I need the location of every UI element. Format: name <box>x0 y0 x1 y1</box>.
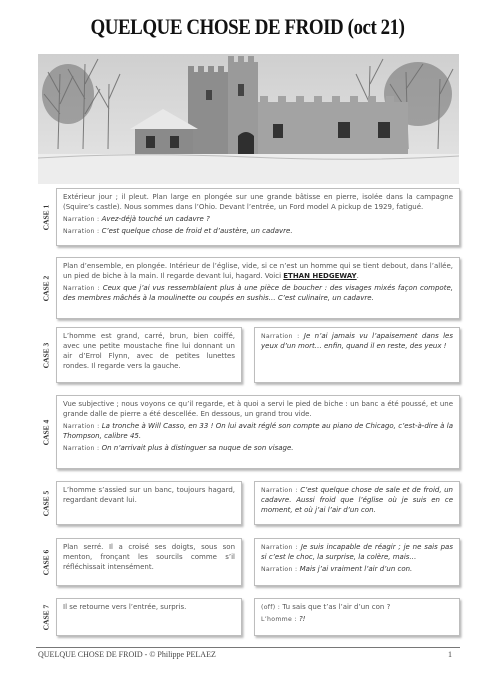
castle-photo <box>38 54 459 184</box>
case-6-description-panel <box>56 538 242 586</box>
narration-line: Narration : C’est quelque chose de froid et d’austère, un cadavre. <box>63 226 293 235</box>
dialogue-line: (off) : Tu sais que t’as l’air d’un con ? <box>261 603 391 611</box>
case-1-label: CASE 1 <box>41 204 51 230</box>
case-1-description: Extérieur jour ; il pleut. Plan large en plongée sur une grande bâtisse en pierre, isolée dans la campagne (Squire’s castle). Nous sommes dans l’Ohio. Devant l’entrée, un Ford model A pickup de 1929, fatigué. <box>63 193 453 211</box>
case-2-label: CASE 2 <box>41 275 51 301</box>
narration-line: Narration : On n’arrivait plus à distinguer sa nuque de son visage. <box>63 443 294 452</box>
case-4-description: Vue subjective ; nous voyons ce qu’il regarde, et à quoi a servi le pied de biche : un banc a été poussé, et une grande dalle de pierre a été descellée. En dessous, un grand trou vide. <box>63 400 453 418</box>
footer-divider <box>36 647 460 648</box>
narration-line: Narration : Ceux que j’ai vus ressemblaient plus à une pièce de boucher : des visages mixés façon compote, des membres mâchés à la moulinette ou coupés en sushis… C’est culinaire, un cadavre. <box>63 283 453 302</box>
case-4-panel <box>56 395 460 469</box>
case-5-dialogue-panel <box>254 481 460 525</box>
page-number: 1 <box>448 650 452 659</box>
narration-line: Narration : Mais j’ai vraiment l’air d’un con. <box>261 564 413 573</box>
case-5-label: CASE 5 <box>41 490 51 516</box>
narration-line: Narration : Je suis incapable de réagir ; je ne sais pas si c’est le choc, la surprise, la colère, mais… <box>261 543 453 561</box>
footer-copyright: QUELQUE CHOSE DE FROID - © Philippe PELAEZ <box>38 650 216 659</box>
narration-line: Narration : La tronche à Will Casso, en 33 ! On lui avait réglé son compte au piano de Chicago, c’est-à-dire à la Thompson, calibre 45. <box>63 421 453 440</box>
case-6-label: CASE 6 <box>41 549 51 575</box>
case-7-description: Il se retourne vers l’entrée, surpris. <box>63 603 187 611</box>
case-3-dialogue-panel <box>254 327 460 383</box>
case-7-label: CASE 7 <box>41 604 51 630</box>
case-3-label: CASE 3 <box>41 342 51 368</box>
case-6-description: Plan serré. Il a croisé ses doigts, sous son menton, fronçant les sourcils comme s’il réfléchissait intensément. <box>63 543 235 571</box>
dialogue-line: L’homme : ?! <box>261 614 306 623</box>
case-7-dialogue-panel <box>254 598 460 636</box>
case-5-description-panel <box>56 481 242 525</box>
case-4-label: CASE 4 <box>41 419 51 445</box>
case-1-panel <box>56 188 460 246</box>
page-title: QUELQUE CHOSE DE FROID (oct 21) <box>90 14 405 39</box>
case-2-description: Plan d’ensemble, en plongée. Intérieur de l’église, vide, si ce n’est un homme qui se tient debout, dans l’allée, un pied de biche à la main. Il regarde devant lui, hagard. Voici ETHAN HEDGEWAY. <box>63 262 453 280</box>
case-2-panel <box>56 257 460 319</box>
case-7-description-panel <box>56 598 242 636</box>
narration-line: Narration : C’est quelque chose de sale et de froid, un cadavre. Aussi froid que l’église où je suis en ce moment, et où j’ai l’air d’un con. <box>261 486 453 514</box>
case-3-description-panel <box>56 327 242 383</box>
narration-line: Narration : Avez-déjà touché un cadavre ? <box>63 214 210 223</box>
case-6-dialogue-panel <box>254 538 460 586</box>
narration-line: Narration : Je n’ai jamais vu l’apaisement dans les yeux d’un mort… enfin, quand il en reste, des yeux ! <box>261 332 453 350</box>
case-5-description: L’homme s’assied sur un banc, toujours hagard, regardant devant lui. <box>63 486 235 504</box>
character-name: ETHAN HEDGEWAY <box>283 271 357 280</box>
case-3-description: L’homme est grand, carré, brun, bien coiffé, avec une petite moustache fine lui donnant un air d’Errol Flynn, avec de petites lunettes rondes. Il regarde vers la gauche. <box>63 332 235 370</box>
